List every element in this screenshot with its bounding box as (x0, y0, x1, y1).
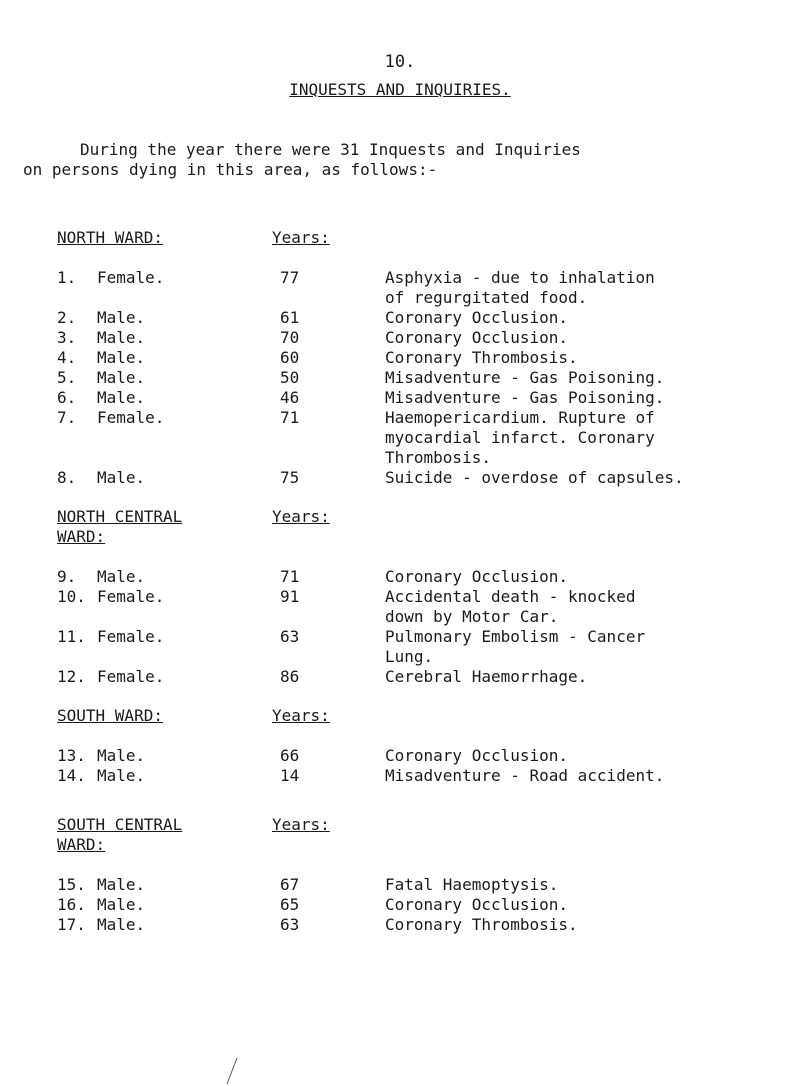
case-age: 46 (280, 388, 300, 407)
inquest-row (57, 667, 797, 687)
inquest-row (57, 567, 797, 587)
case-number: 5. (57, 368, 77, 387)
ward-label: NORTH WARD: (57, 228, 163, 247)
case-age: 91 (280, 587, 300, 606)
case-sex: Male. (97, 328, 146, 347)
cause-line: myocardial infarct. Coronary (385, 428, 655, 447)
inquest-row (57, 627, 797, 667)
case-cause (385, 328, 797, 348)
inquest-row (57, 746, 797, 766)
case-number: 17. (57, 915, 86, 934)
case-sex: Male. (97, 746, 146, 765)
case-age: 60 (280, 348, 300, 367)
case-cause (385, 875, 797, 895)
cause-line: Coronary Occlusion. (385, 308, 569, 327)
cause-line: Accidental death - knocked (385, 587, 636, 606)
case-number: 10. (57, 587, 86, 606)
ward-section (57, 815, 797, 935)
case-sex: Male. (97, 766, 146, 785)
cause-line: Asphyxia - due to inhalation (385, 268, 655, 287)
inquest-row (57, 587, 797, 627)
cause-line: Pulmonary Embolism - Cancer (385, 627, 646, 646)
ward-section (57, 706, 797, 786)
case-cause (385, 388, 797, 408)
case-number: 1. (57, 268, 77, 287)
case-number: 4. (57, 348, 77, 367)
cause-line: Cerebral Haemorrhage. (385, 667, 588, 686)
case-age: 75 (280, 468, 300, 487)
case-number: 12. (57, 667, 86, 686)
case-age: 50 (280, 368, 300, 387)
case-sex: Male. (97, 368, 146, 387)
inquest-row (57, 348, 797, 368)
cause-line: down by Motor Car. (385, 607, 559, 626)
ward-header (57, 228, 797, 268)
case-number: 13. (57, 746, 86, 765)
inquest-row (57, 915, 797, 935)
intro-line-1: During the year there were 31 Inquests and Inquiries (80, 140, 581, 159)
inquest-row (57, 388, 797, 408)
case-sex: Male. (97, 915, 146, 934)
ward-label: SOUTH WARD: (57, 706, 163, 725)
case-cause (385, 587, 797, 627)
years-label: Years: (272, 507, 330, 526)
ward-label: NORTH CENTRAL WARD: (57, 507, 183, 546)
case-sex: Male. (97, 388, 146, 407)
case-number: 2. (57, 308, 77, 327)
case-age: 66 (280, 746, 300, 765)
cause-line: Coronary Occlusion. (385, 328, 569, 347)
ward-label: SOUTH CENTRAL WARD: (57, 815, 183, 854)
inquest-row (57, 408, 797, 468)
case-age: 63 (280, 915, 300, 934)
ward-section (57, 228, 797, 488)
case-number: 3. (57, 328, 77, 347)
case-cause (385, 667, 797, 687)
case-cause (385, 348, 797, 368)
intro-line-2: on persons dying in this area, as follows:- (23, 160, 438, 179)
intro-paragraph (23, 140, 780, 180)
cause-line: Misadventure - Gas Poisoning. (385, 368, 665, 387)
case-cause (385, 746, 797, 766)
case-sex: Male. (97, 567, 146, 586)
case-number: 7. (57, 408, 77, 427)
page-title-text: INQUESTS AND INQUIRIES. (289, 80, 511, 99)
case-age: 71 (280, 408, 300, 427)
inquest-row (57, 766, 797, 786)
page-title (0, 80, 800, 100)
cause-line: Coronary Thrombosis. (385, 915, 578, 934)
case-cause (385, 766, 797, 786)
case-number: 16. (57, 895, 86, 914)
inquest-row (57, 368, 797, 388)
cause-line: Coronary Occlusion. (385, 895, 569, 914)
years-label: Years: (272, 706, 330, 725)
inquest-row (57, 308, 797, 328)
case-cause (385, 408, 797, 468)
case-age: 77 (280, 268, 300, 287)
case-sex: Male. (97, 875, 146, 894)
inquest-row (57, 875, 797, 895)
ward-header (57, 815, 797, 875)
cause-line: Haemopericardium. Rupture of (385, 408, 655, 427)
cause-line: Lung. (385, 647, 434, 666)
case-age: 86 (280, 667, 300, 686)
cause-line: of regurgitated food. (385, 288, 588, 307)
case-cause (385, 308, 797, 328)
case-sex: Female. (97, 408, 165, 427)
cause-line: Coronary Occlusion. (385, 746, 569, 765)
case-sex: Male. (97, 468, 146, 487)
case-cause (385, 915, 797, 935)
ward-header (57, 507, 797, 567)
case-cause (385, 627, 797, 667)
case-age: 63 (280, 627, 300, 646)
case-age: 70 (280, 328, 300, 347)
case-sex: Female. (97, 268, 165, 287)
cause-line: Thrombosis. (385, 448, 491, 467)
cause-line: Suicide - overdose of capsules. (385, 468, 684, 487)
tick-mark (225, 1070, 239, 1071)
inquest-row (57, 268, 797, 308)
ward-section (57, 507, 797, 687)
case-number: 14. (57, 766, 86, 785)
cause-line: Coronary Occlusion. (385, 567, 569, 586)
case-cause (385, 895, 797, 915)
inquest-row (57, 468, 797, 488)
ward-header (57, 706, 797, 746)
case-number: 6. (57, 388, 77, 407)
cause-line: Misadventure - Gas Poisoning. (385, 388, 665, 407)
case-age: 71 (280, 567, 300, 586)
case-number: 15. (57, 875, 86, 894)
case-number: 11. (57, 627, 86, 646)
case-cause (385, 368, 797, 388)
inquest-row (57, 328, 797, 348)
cause-line: Misadventure - Road accident. (385, 766, 665, 785)
case-number: 9. (57, 567, 77, 586)
case-age: 61 (280, 308, 300, 327)
case-cause (385, 268, 797, 308)
cause-line: Coronary Thrombosis. (385, 348, 578, 367)
cause-line: Fatal Haemoptysis. (385, 875, 559, 894)
case-age: 14 (280, 766, 300, 785)
years-label: Years: (272, 815, 330, 834)
case-number: 8. (57, 468, 77, 487)
case-sex: Male. (97, 308, 146, 327)
case-cause (385, 468, 797, 488)
case-sex: Male. (97, 348, 146, 367)
case-age: 65 (280, 895, 300, 914)
page-number: 10. (384, 52, 416, 72)
case-cause (385, 567, 797, 587)
case-age: 67 (280, 875, 300, 894)
case-sex: Female. (97, 667, 165, 686)
case-sex: Male. (97, 895, 146, 914)
years-label: Years: (272, 228, 330, 247)
inquest-row (57, 895, 797, 915)
case-sex: Female. (97, 587, 165, 606)
case-sex: Female. (97, 627, 165, 646)
